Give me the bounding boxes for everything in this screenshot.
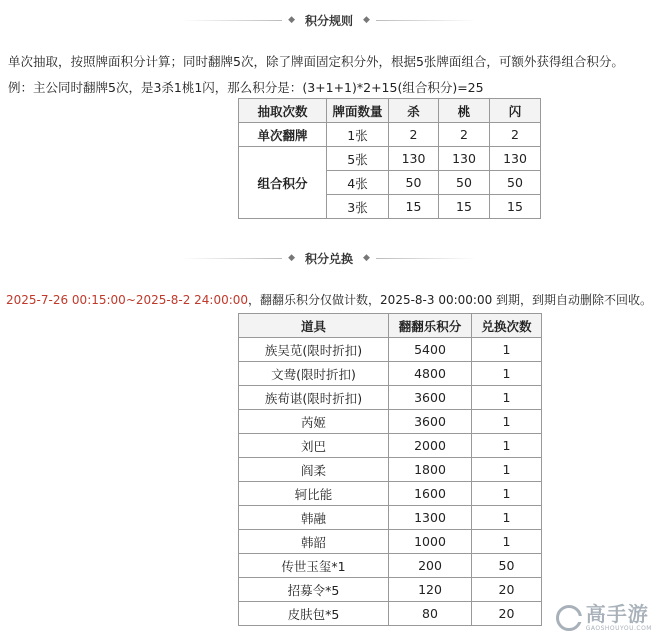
item-points: 1600 [389,482,472,506]
table-row [239,386,542,410]
item-limit: 1 [472,338,542,362]
item-limit: 20 [472,602,542,626]
item-name: 文鸯(限时折扣) [239,362,389,386]
rules-section-title [0,10,658,30]
item-name: 刘巴 [239,434,389,458]
header-item: 道具 [239,314,389,338]
table-row [239,338,542,362]
item-name: 韩融 [239,506,389,530]
item-name: 族荀谌(限时折扣) [239,386,389,410]
item-name: 传世玉玺*1 [239,554,389,578]
header-tao: 桃 [439,99,490,123]
exchange-section-title [0,248,658,268]
combo-shan-value: 130 [490,147,541,171]
combo-tao-value: 15 [439,195,490,219]
single-tao-value: 2 [439,123,490,147]
item-points: 1800 [389,458,472,482]
table-row [239,458,542,482]
title-divider-right [376,20,476,21]
watermark-domain: GAOSHOUYOU.COM [585,625,652,632]
site-logo-icon [556,605,582,631]
single-draw-count: 1张 [327,123,389,147]
item-limit: 20 [472,578,542,602]
rules-header-row [239,99,541,123]
single-draw-label: 单次翻牌 [239,123,327,147]
item-name: 芮姬 [239,410,389,434]
header-card-count: 牌面数量 [327,99,389,123]
single-draw-row [239,123,541,147]
table-row [239,530,542,554]
title-divider-left [182,20,282,21]
item-limit: 50 [472,554,542,578]
combo-sha-value: 130 [389,147,439,171]
item-points: 3600 [389,410,472,434]
item-points: 80 [389,602,472,626]
combo-count: 5张 [327,147,389,171]
item-name: 轲比能 [239,482,389,506]
exchange-note: ，翻翻乐积分仅做计数，2025-8-3 00:00:00 到期，到期自动删除不回收。 [248,293,653,307]
combo-shan-value: 15 [490,195,541,219]
exchange-table-body [239,338,542,626]
rules-table [238,98,541,219]
item-name: 皮肤包*5 [239,602,389,626]
header-sha: 杀 [389,99,439,123]
item-limit: 1 [472,506,542,530]
item-limit: 1 [472,458,542,482]
combo-sha-value: 50 [389,171,439,195]
item-points: 1000 [389,530,472,554]
table-row [239,578,542,602]
site-watermark [556,603,652,632]
exchange-notice [6,291,652,308]
combo-label: 组合积分 [239,147,327,219]
single-sha-value: 2 [389,123,439,147]
exchange-table [238,313,542,626]
title-divider-right [376,258,476,259]
item-name: 招募令*5 [239,578,389,602]
header-draw-count: 抽取次数 [239,99,327,123]
combo-tao-value: 130 [439,147,490,171]
diamond-icon: ◆ [363,15,370,25]
header-shan: 闪 [490,99,541,123]
item-points: 4800 [389,362,472,386]
header-points: 翻翻乐积分 [389,314,472,338]
table-row [239,554,542,578]
item-name: 韩韶 [239,530,389,554]
item-points: 3600 [389,386,472,410]
single-shan-value: 2 [490,123,541,147]
rules-example: 例：主公同时翻牌5次，是3杀1桃1闪，那么积分是：(3+1+1)*2+15(组合积分)=25 [8,80,484,95]
title-divider-left [182,258,282,259]
item-limit: 1 [472,410,542,434]
item-points: 120 [389,578,472,602]
item-limit: 1 [472,434,542,458]
watermark-name: 高手游 [585,602,649,626]
combo-count: 3张 [327,195,389,219]
item-limit: 1 [472,530,542,554]
table-row [239,482,542,506]
combo-row [239,147,541,171]
item-points: 5400 [389,338,472,362]
table-row [239,602,542,626]
item-limit: 1 [472,482,542,506]
diamond-icon: ◆ [363,253,370,263]
diamond-icon: ◆ [288,15,295,25]
item-points: 200 [389,554,472,578]
header-limit: 兑换次数 [472,314,542,338]
item-name: 阎柔 [239,458,389,482]
diamond-icon: ◆ [288,253,295,263]
exchange-title-label: 积分兑换 [304,251,353,266]
table-row [239,362,542,386]
item-name: 族吴苋(限时折扣) [239,338,389,362]
item-points: 2000 [389,434,472,458]
table-row [239,410,542,434]
item-limit: 1 [472,362,542,386]
table-row [239,506,542,530]
table-row [239,434,542,458]
combo-count: 4张 [327,171,389,195]
rules-description: 单次抽取，按照牌面积分计算；同时翻牌5次，除了牌面固定积分外，根据5张牌面组合，可额外获得组合积分。 [8,54,624,69]
combo-tao-value: 50 [439,171,490,195]
exchange-period: 2025-7-26 00:15:00~2025-8-2 24:00:00 [6,293,249,307]
exchange-header-row [239,314,542,338]
combo-sha-value: 15 [389,195,439,219]
rules-title-label: 积分规则 [304,13,353,28]
combo-shan-value: 50 [490,171,541,195]
item-limit: 1 [472,386,542,410]
item-points: 1300 [389,506,472,530]
